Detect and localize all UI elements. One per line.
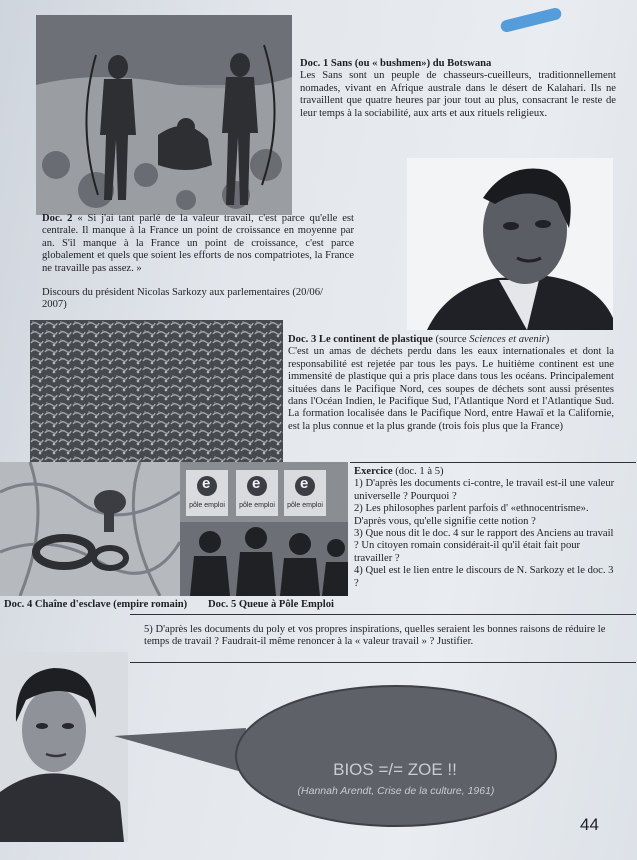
exercise-question-1: 1) D'après les documents ci-contre, le travail est-il une valeur universelle ? Pourquoi ? (354, 478, 615, 502)
photo-slave-chain (0, 462, 180, 596)
doc3-text (288, 334, 614, 433)
exercise-title: Exercice (354, 466, 393, 477)
blue-pen-mark (499, 7, 562, 34)
doc3-title: Doc. 3 Le continent de plastique (288, 334, 433, 345)
exercise-question-4: 4) Quel est le lien entre le discours de N. Sarkozy et le doc. 3 ? (354, 565, 614, 589)
pole-emploi-sign-2-logo: e (252, 475, 261, 492)
doc1-text (300, 58, 616, 120)
doc3-body: C'est un amas de déchets perdu dans les eaux internationales et dont la responsabilité est rejetée par tous les pays. Le huitième continent est une immensité de plastique qui a pris place dans tous les océans. Principalement situées dans le Pacifique Nord, ces soupes de déchets sont aussi présentes dans l'Océan Indien, le Pacifique Sud, l'Atlantique Nord et l'Atlantique Sud. La formation localisée dans le Pacifique Nord, entre Hawaï et la Californie, est la plus connue et la plus grande (trois fois plus que la France) (288, 346, 614, 432)
exercise-question-2: 2) Les philosophes parlent parfois d' «ethnocentrisme». D'après vous, qu'elle signifie cette notion ? (354, 503, 589, 527)
pole-emploi-sign-1-logo: e (202, 475, 211, 492)
exercise-box (350, 462, 636, 463)
question5-bottom-rule (130, 662, 636, 663)
photo-pole-emploi-queue (180, 462, 348, 596)
pole-emploi-sign-3: pôle emploi (287, 502, 323, 509)
photo-san-bushmen (36, 15, 292, 215)
exercise-range: (doc. 1 à 5) (395, 466, 444, 477)
doc2-title: Doc. 2 (42, 213, 73, 224)
photo-nicolas-sarkozy (407, 158, 613, 330)
doc3-source-suffix: ) (545, 334, 550, 345)
exercise-text (354, 466, 620, 590)
photo-plastic-continent (30, 320, 283, 466)
doc2-quote: « Si j'ai tant parlé de la valeur travail, c'est parce qu'elle est centrale. Il manque à la France un point de croissance en moyenne par an. S'il manque à la France un point de croissance, c'est parce globalement et quels que soient les efforts de nos compatriotes, la France ne travaille pas assez. » (42, 213, 354, 274)
doc3-source-prefix: (source (435, 334, 470, 345)
page-number: 44 (580, 815, 599, 834)
bubble-citation: (Hannah Arendt, Crise de la culture, 1961) (297, 785, 495, 797)
pole-emploi-sign-2: pôle emploi (239, 502, 275, 509)
pole-emploi-sign-3-logo: e (300, 475, 309, 492)
doc4-caption: Doc. 4 Chaîne d'esclave (empire romain) (4, 599, 188, 610)
doc2-text (42, 213, 354, 275)
exercise-question-5: 5) D'après les documents du poly et vos propres inspirations, quelles seraient les bonnes raisons de réduire le temps de travail ? Faudrait-il même renoncer à la « valeur travail » ? Justifier. (144, 624, 606, 648)
doc5-caption: Doc. 5 Queue à Pôle Emploi (208, 599, 334, 610)
photo-hannah-arendt (0, 652, 128, 842)
speech-bubble (114, 680, 560, 830)
exercise-question-3: 3) Que nous dit le doc. 4 sur le rapport des Anciens au travail ? Un citoyen romain considérait-il qu'il était fait pour travailler ? (354, 528, 614, 564)
doc1-title: Doc. 1 Sans (ou « bushmen») du Botswana (300, 58, 492, 69)
question5-top-rule (130, 614, 636, 615)
bubble-headline: BIOS =/= ZOE !! (333, 760, 457, 779)
doc3-source-name: Sciences et avenir (469, 334, 546, 345)
doc1-body: Les Sans sont un peuple de chasseurs-cueilleurs, traditionnellement nomades, vivant en Afrique australe dans le désert de Kalahari. Ils ne travaillent que quatre heures par jour tout au plus, consacrant le reste de leur temps à la sociabilité, aux arts et aux rituels religieux. (300, 70, 616, 119)
pole-emploi-sign-1: pôle emploi (189, 502, 225, 509)
doc2-source: Discours du président Nicolas Sarkozy aux parlementaires (20/06/ 2007) (42, 287, 323, 311)
